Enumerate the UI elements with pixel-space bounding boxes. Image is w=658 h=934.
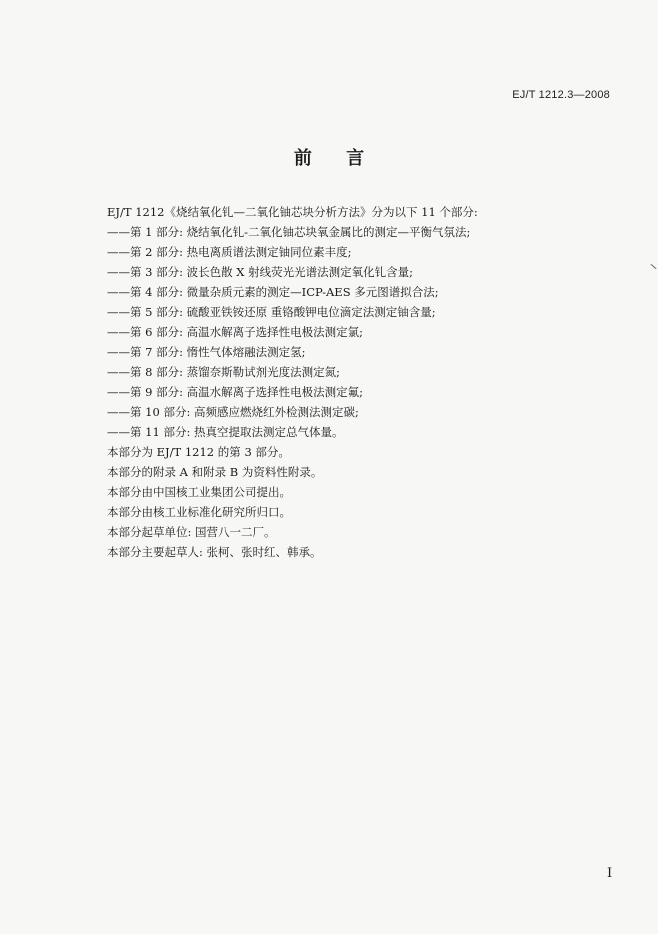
parts-list [107, 222, 617, 442]
list-item: ——第 7 部分: 惰性气体熔融法测定氢; [107, 345, 306, 359]
scan-mark [650, 264, 656, 269]
list-item: ——第 11 部分: 热真空提取法测定总气体量。 [107, 425, 344, 439]
list-item: ——第 3 部分: 波长色散 X 射线荧光光谱法测定氧化钆含量; [107, 265, 414, 279]
list-item: ——第 4 部分: 微量杂质元素的测定—ICP-AES 多元图谱拟合法; [107, 285, 439, 299]
list-item: ——第 5 部分: 硫酸亚铁铵还原 重铬酸钾电位滴定法测定铀含量; [107, 305, 436, 319]
list-item: ——第 8 部分: 蒸馏奈斯勒试剂光度法测定氮; [107, 365, 341, 379]
list-item: ——第 1 部分: 烧结氧化钆-二氧化铀芯块氧金属比的测定—平衡气氛法; [107, 225, 471, 239]
statement-line: 本部分的附录 A 和附录 B 为资料性附录。 [107, 465, 323, 479]
statement-line: 本部分主要起草人: 张柯、张时红、韩承。 [107, 545, 322, 559]
statement-line: 本部分为 EJ/T 1212 的第 3 部分。 [107, 445, 290, 459]
statement-line: 本部分由中国核工业集团公司提出。 [107, 485, 291, 499]
page-title: 前 言 [293, 148, 379, 169]
statements [107, 442, 617, 562]
statement-line: 本部分由核工业标准化研究所归口。 [107, 505, 291, 519]
foreword-body [107, 202, 617, 562]
intro-line: EJ/T 1212《烧结氧化钆—二氧化铀芯块分析方法》分为以下 11 个部分: [107, 205, 478, 219]
list-item: ——第 10 部分: 高频感应燃烧红外检测法测定碳; [107, 405, 359, 419]
list-item: ——第 9 部分: 高温水解离子选择性电极法测定氟; [107, 385, 364, 399]
document-code: EJ/T 1212.3—2008 [512, 89, 610, 101]
statement-line: 本部分起草单位: 国营八一二厂。 [107, 525, 276, 539]
list-item: ——第 2 部分: 热电离质谱法测定铀同位素丰度; [107, 245, 352, 259]
page-number: I [607, 866, 613, 881]
list-item: ——第 6 部分: 高温水解离子选择性电极法测定氯; [107, 325, 364, 339]
